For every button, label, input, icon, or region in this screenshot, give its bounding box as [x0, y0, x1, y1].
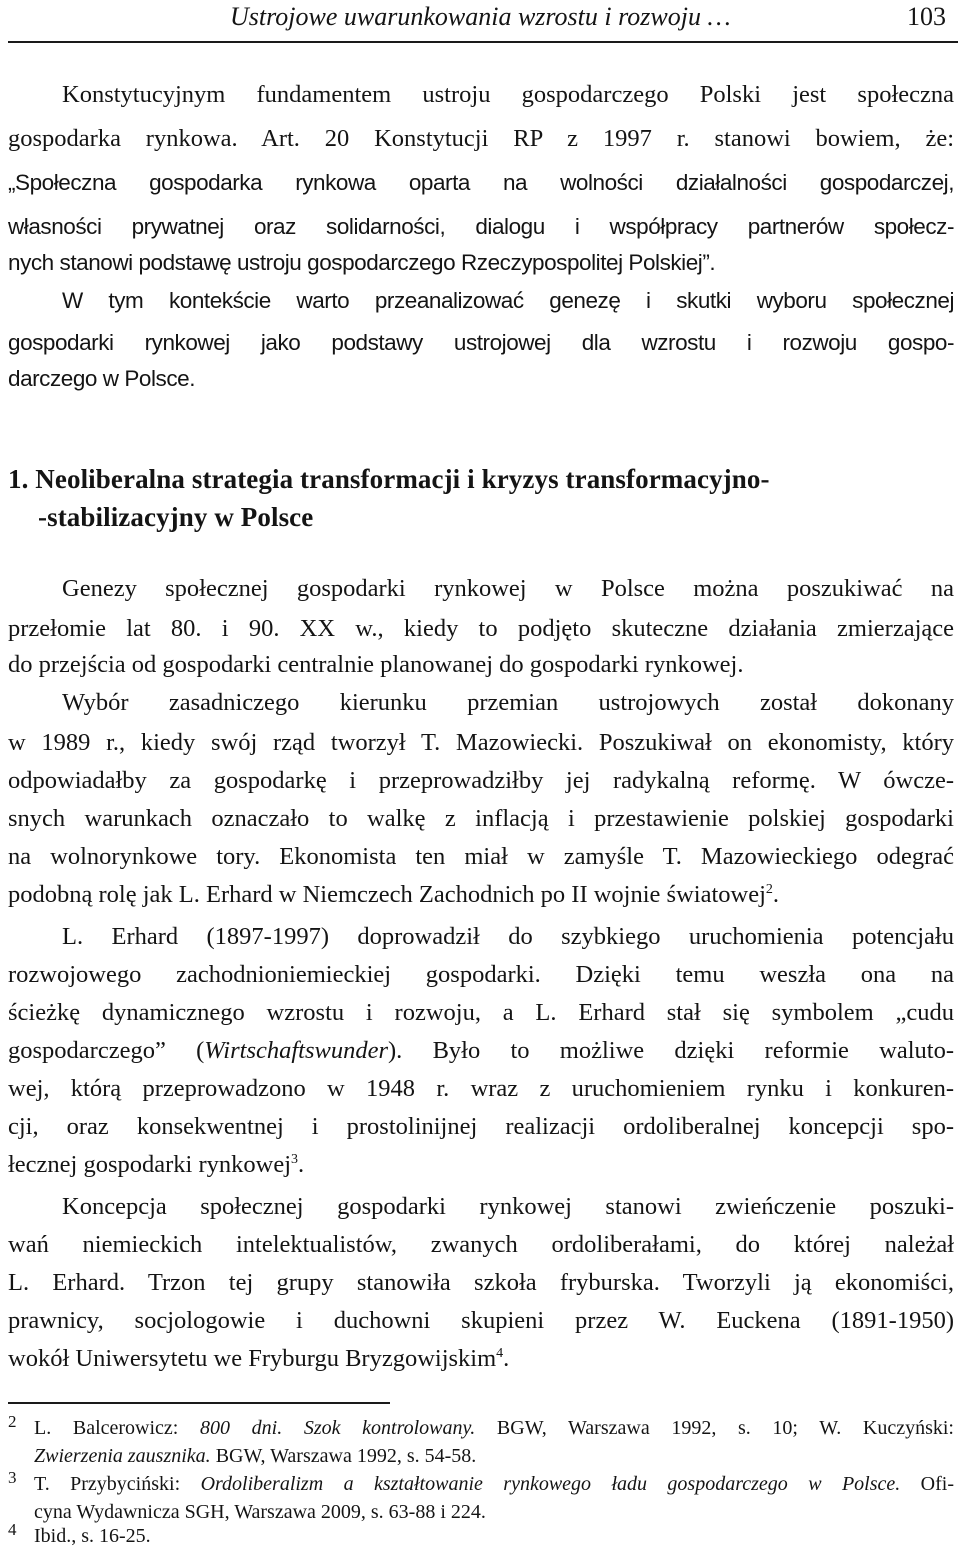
running-title: Ustrojowe uwarunkowania wzrostu i rozwoju … [230, 2, 731, 31]
text-line: cji, oraz konsekwentnej i prostolinijnej realizacji ordoliberalnej koncepcji spo- [8, 1113, 954, 1140]
text-line: L. Erhard (1897-1997) doprowadził do szybkiego uruchomienia potencjału [62, 923, 954, 950]
text-line: Konstytucyjnym fundamentem ustroju gospodarczego Polski jest społeczna [62, 81, 954, 108]
text-line: własności prywatnej oraz solidarności, dialogu i współpracy partnerów społecz- [8, 214, 954, 239]
text-line: W tym kontekście warto przeanalizować genezę i skutki wyboru społecznej [62, 288, 954, 313]
text-line [8, 1340, 954, 1378]
footnote-number: 3 [8, 1468, 17, 1487]
text-line: „Społeczna gospodarka rynkowa oparta na wolności działalności gospodarczej, [8, 170, 954, 195]
footnote-ref-2[interactable]: 2 [765, 882, 773, 897]
text-run: ). Było to możliwe dzięki reformie waluto- [388, 1037, 954, 1064]
text-line: w 1989 r., kiedy swój rząd tworzył T. Mazowiecki. Poszukiwał on ekonomisty, który [8, 729, 954, 756]
footnote-rule [8, 1402, 390, 1404]
section-heading-line: -stabilizacyjny w Polsce [38, 502, 314, 532]
text-run: L. Balcerowicz: [34, 1417, 200, 1439]
text-run: T. Przybyciński: [34, 1473, 201, 1495]
text-line: Wybór zasadniczego kierunku przemian ustrojowych został dokonany [62, 689, 954, 716]
footnote-number: 2 [8, 1412, 17, 1431]
italic-term: Wirtschaftswunder [204, 1037, 389, 1064]
text-line: prawnicy, socjologowie i duchowni skupieni przez W. Euckena (1891-1950) [8, 1307, 954, 1334]
footnote-ref-3[interactable]: 3 [291, 1152, 299, 1167]
text-run: . [503, 1345, 510, 1372]
text-line: ścieżkę dynamicznego wzrostu i rozwoju, a L. Erhard stał się symbolem „cudu [8, 999, 954, 1026]
text-line: L. Erhard. Trzon tej grupy stanowiła szkoła fryburska. Tworzyli ją ekonomiści, [8, 1269, 954, 1296]
text-line: darczego w Polsce. [8, 366, 195, 391]
text-line: wań niemieckich intelektualistów, zwanych ordoliberałami, do której należał [8, 1231, 954, 1258]
text-run: podobną rolę jak L. Erhard w Niemczech Zachodnich po II wojnie światowej [8, 881, 766, 908]
text-run: wokół Uniwersytetu we Fryburgu Bryzgowijskim [8, 1345, 497, 1372]
text-run: gospodarczego” ( [8, 1037, 205, 1064]
running-header [8, 0, 954, 40]
text-run: BGW, Warszawa 1992, s. 10; W. Kuczyński: [475, 1417, 954, 1439]
text-run: . [298, 1151, 305, 1178]
footnote-ref-4[interactable]: 4 [496, 1346, 504, 1361]
italic-title: Ordoliberalizm a kształtowanie rynkowego ładu gospodarczego w Polsce. [200, 1473, 901, 1495]
text-line: snych warunkach oznaczało to walkę z inflacją i przestawienie polskiej gospodarki [8, 805, 954, 832]
section-heading-line: 1. Neoliberalna strategia transformacji i kryzys transformacyjno- [8, 464, 770, 494]
text-line: do przejścia od gospodarki centralnie planowanej do gospodarki rynkowej. [8, 651, 744, 678]
text-run: Ofi- [900, 1473, 954, 1495]
italic-title: 800 dni. Szok kontrolowany. [200, 1417, 476, 1439]
text-line: na wolnorynkowe tory. Ekonomista ten miał w zamyśle T. Mazowieckiego odegrać [8, 843, 954, 870]
text-line: rozwojowego zachodnioniemieckiej gospodarki. Dzięki temu weszła ona na [8, 961, 954, 988]
italic-title: Zwierzenia zausznika. [34, 1445, 211, 1467]
text-line: gospodarka rynkowa. Art. 20 Konstytucji RP z 1997 r. stanowi bowiem, że: [8, 125, 954, 152]
page-number: 103 [907, 2, 946, 31]
text-run: łecznej gospodarki rynkowej [8, 1151, 292, 1178]
footnote-line [34, 1442, 954, 1470]
footnote-number: 4 [8, 1520, 17, 1539]
footnote-line [34, 1470, 954, 1498]
text-line: gospodarki rynkowej jako podstawy ustrojowej dla wzrostu i rozwoju gospo- [8, 330, 954, 355]
footnote-line [34, 1414, 954, 1442]
text-line: nych stanowi podstawę ustroju gospodarczego Rzeczypospolitej Polskiej”. [8, 250, 716, 275]
footnote-line: Ibid., s. 16-25. [34, 1525, 151, 1547]
header-rule [8, 41, 958, 43]
text-line [8, 1146, 954, 1184]
text-run: BGW, Warszawa 1992, s. 54-58. [210, 1445, 477, 1467]
text-line: odpowiadałby za gospodarkę i przeprowadziłby jej radykalną reformę. W ówcze- [8, 767, 954, 794]
text-line [8, 876, 954, 914]
footnote-line: cyna Wydawnicza SGH, Warszawa 2009, s. 63-88 i 224. [34, 1501, 486, 1523]
text-run: . [772, 881, 779, 908]
text-line: Koncepcja społecznej gospodarki rynkowej stanowi zwieńczenie poszuki- [62, 1193, 954, 1220]
text-line: Genezy społecznej gospodarki rynkowej w Polsce można poszukiwać na [62, 575, 954, 602]
text-line [8, 1032, 954, 1070]
text-line: wej, którą przeprowadzono w 1948 r. wraz z uruchomieniem rynku i konkuren- [8, 1075, 954, 1102]
text-line: przełomie lat 80. i 90. XX w., kiedy to podjęto skuteczne działania zmierzające [8, 615, 954, 642]
